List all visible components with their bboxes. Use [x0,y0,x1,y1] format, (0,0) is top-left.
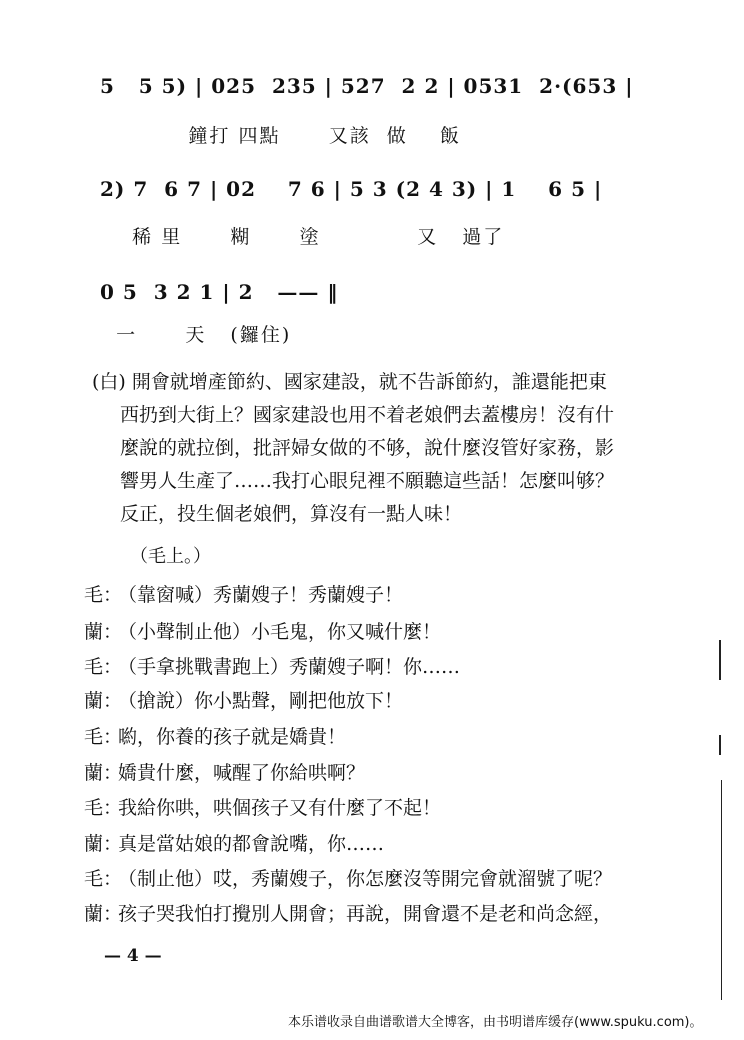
monologue-line: 西扔到大街上？國家建設也用不着老娘們去蓋樓房！沒有什 [120,404,615,426]
dialogue-line [84,899,612,926]
dialogue-line [84,722,346,749]
monologue-first-line [92,366,692,399]
stage-direction: （毛上。） [130,546,211,567]
dialogue-text: 嬌貴什麼，喊醒了你給哄啊？ [118,762,366,784]
score-line-1: 5 5 5) | 025 235 | 527 2 2 | 0531 2·(653 | [100,74,634,98]
scan-artifact-line [721,780,722,1000]
speaker: 蘭： [84,903,123,925]
page-number: — 4 — [104,946,162,966]
dialogue-text: （小聲制止他）小毛鬼，你又喊什麼！ [118,621,442,643]
footer-watermark: 本乐谱收录自曲谱歌谱大全博客，由书明谱库缓存(www.spuku.com)。 [288,1015,703,1030]
dialogue-text: 孩子哭我怕打攪別人開會；再說，開會還不是老和尚念經， [118,903,613,925]
dialogue-text: （靠窗喊）秀蘭嫂子！秀蘭嫂子！ [118,584,404,606]
dialogue-text: 我給你哄，哄個孩子又有什麼了不起！ [118,797,442,819]
lyric-line-1: 鐘打 四點 又該 做 飯 [100,125,461,147]
monologue-label: (白) [92,371,126,393]
lyric-line-3: 一 天 (鑼住) [100,324,292,346]
score-line-2: 2) 7 6 7 | 02 7 6 | 5 3 (2 4 3) | 1 6 5 | [100,177,603,201]
dialogue-line [84,793,441,820]
dialogue-line [84,829,384,856]
speaker: 毛： [84,797,123,819]
monologue-first-text: 開會就增產節約、國家建設，就不告訴節約，誰還能把東 [131,371,607,393]
dialogue-text: （制止他）哎，秀蘭嫂子，你怎麼沒等開完會就溜號了呢？ [118,868,613,890]
speaker: 毛： [84,868,123,890]
lyric-line-2: 稀 里 糊 塗 又 過了 [100,226,505,248]
monologue-line: 響男人生產了……我打心眼兒裡不願聽這些話！怎麼叫够？ [120,470,615,492]
speaker: 蘭： [84,690,123,712]
dialogue-line [84,686,403,713]
speaker: 毛： [84,726,123,748]
speaker: 毛： [84,584,123,606]
dialogue-line [84,758,365,785]
speaker: 蘭： [84,762,123,784]
monologue-line: 麼說的就拉倒，批評婦女做的不够，說什麼沒管好家務，影 [120,437,615,459]
speaker: 蘭： [84,833,123,855]
monologue-paragraph [92,366,692,531]
dialogue-text: 真是當姑娘的都會說嘴，你…… [118,833,385,855]
dialogue-line [84,580,403,607]
dialogue-text: （搶說）你小點聲，剛把他放下！ [118,690,404,712]
dialogue-line [84,617,441,644]
dialogue-text: 喲，你養的孩子就是嬌貴！ [118,726,347,748]
speaker: 蘭： [84,621,123,643]
monologue-line: 反正，投生個老娘們，算沒有一點人味！ [120,503,463,525]
dialogue-text: （手拿挑戰書跑上）秀蘭嫂子啊！你…… [118,656,461,678]
dialogue-line [84,652,460,679]
speaker: 毛： [84,656,123,678]
dialogue-line [84,864,612,891]
scan-artifact-line [719,735,721,755]
score-line-3: 0 5 3 2 1 | 2 —— ‖ [100,280,339,304]
scan-artifact-line [719,640,721,680]
